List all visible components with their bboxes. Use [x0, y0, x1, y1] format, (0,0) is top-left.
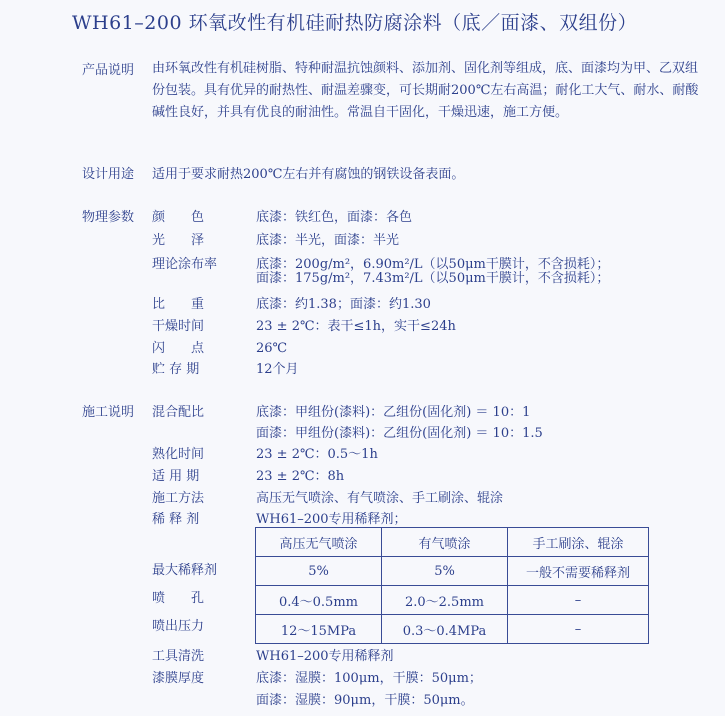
flash-point-value: 26℃ — [256, 341, 288, 356]
table-header-airless: 高压无气喷涂 — [256, 528, 382, 557]
table-row — [256, 615, 649, 644]
drying-time-label: 干燥时间 — [152, 319, 205, 334]
table-cell: 2.0～2.5mm — [382, 586, 508, 615]
color-value: 底漆：铁红色，面漆：各色 — [256, 210, 413, 225]
coverage-value-topcoat: 面漆：175g/m²，7.43m²/L（以50μm干膜计，不含损耗）； — [256, 271, 610, 286]
drying-time-value: 23 ± 2℃：表干≤1h，实干≤24h — [256, 319, 456, 334]
table-cell: 12～15MPa — [256, 615, 382, 644]
application-method-value: 高压无气喷涂、有气喷涂、手工刷涂、辊涂 — [256, 491, 504, 506]
induction-time-value: 23 ± 2℃：0.5～1h — [256, 447, 378, 462]
storage-label: 贮 存 期 — [152, 362, 200, 377]
table-row-label-max-thinner: 最大稀释剂 — [152, 563, 218, 578]
film-thickness-label: 漆膜厚度 — [152, 671, 205, 686]
gloss-value: 底漆：半光，面漆：半光 — [256, 233, 400, 248]
pot-life-label: 适 用 期 — [152, 469, 200, 484]
thinner-label: 稀 释 剂 — [152, 512, 200, 527]
density-label: 比 重 — [152, 297, 205, 312]
table-header-air-spray: 有气喷涂 — [382, 528, 508, 557]
product-description: 由环氧改性有机硅树脂、特种耐温抗蚀颜料、添加剂、固化剂等组成，底、面漆均为甲、乙双组份包装。具有优异的耐热性、耐温差骤变，可长期耐200℃左右高温；耐化工大气、耐水、耐酸碱性良好，并具有优良的耐油性。常温自干固化，干燥迅速，施工方便。 — [152, 61, 699, 120]
coverage-label: 理论涂布率 — [152, 257, 218, 272]
density-value: 底漆：约1.38；面漆：约1.30 — [256, 297, 431, 312]
table-row-label-nozzle: 喷 孔 — [152, 591, 205, 606]
film-thickness-primer: 底漆：湿膜：100μm，干膜：50μm； — [256, 671, 482, 686]
table-cell: 5% — [256, 557, 382, 586]
usage-description: 适用于要求耐热200℃左右并有腐蚀的钢铁设备表面。 — [152, 167, 465, 182]
induction-time-label: 熟化时间 — [152, 447, 205, 462]
flash-point-label: 闪 点 — [152, 341, 205, 356]
table-cell: 0.3～0.4MPa — [382, 615, 508, 644]
tool-cleaning-value: WH61–200专用稀释剂 — [256, 649, 394, 664]
mix-ratio-label: 混合配比 — [152, 405, 205, 420]
table-header-row — [256, 528, 649, 557]
application-parameters-table — [255, 527, 649, 644]
section-label-application: 施工说明 — [82, 405, 135, 420]
film-thickness-topcoat: 面漆：湿膜：90μm，干膜：50μm。 — [256, 693, 474, 708]
section-label-physical: 物理参数 — [82, 210, 135, 225]
table-cell: – — [508, 615, 649, 644]
color-label: 颜 色 — [152, 210, 205, 225]
document-title: WH61–200 环氧改性有机硅耐热防腐涂料（底／面漆、双组份） — [72, 12, 638, 34]
tool-cleaning-label: 工具清洗 — [152, 649, 205, 664]
table-header-brush-roller: 手工刷涂、辊涂 — [508, 528, 649, 557]
section-label-usage: 设计用途 — [82, 167, 135, 182]
thinner-value: WH61–200专用稀释剂； — [256, 512, 407, 527]
mix-ratio-primer: 底漆：甲组份(漆料)：乙组份(固化剂) ＝ 10：1 — [256, 405, 531, 420]
application-method-label: 施工方法 — [152, 491, 205, 506]
table-cell: 一般不需要稀释剂 — [508, 557, 649, 586]
pot-life-value: 23 ± 2℃：8h — [256, 469, 345, 484]
table-row — [256, 557, 649, 586]
section-label-product: 产品说明 — [82, 63, 135, 78]
storage-value: 12个月 — [256, 362, 299, 377]
coverage-value-primer: 底漆：200g/m²，6.90m²/L（以50μm干膜计，不含损耗）； — [256, 257, 610, 272]
table-cell: – — [508, 586, 649, 615]
table-cell: 0.4～0.5mm — [256, 586, 382, 615]
gloss-label: 光 泽 — [152, 233, 205, 248]
table-cell: 5% — [382, 557, 508, 586]
table-row — [256, 586, 649, 615]
mix-ratio-topcoat: 面漆：甲组份(漆料)：乙组份(固化剂) ＝ 10：1.5 — [256, 426, 543, 441]
table-row-label-pressure: 喷出压力 — [152, 619, 205, 634]
